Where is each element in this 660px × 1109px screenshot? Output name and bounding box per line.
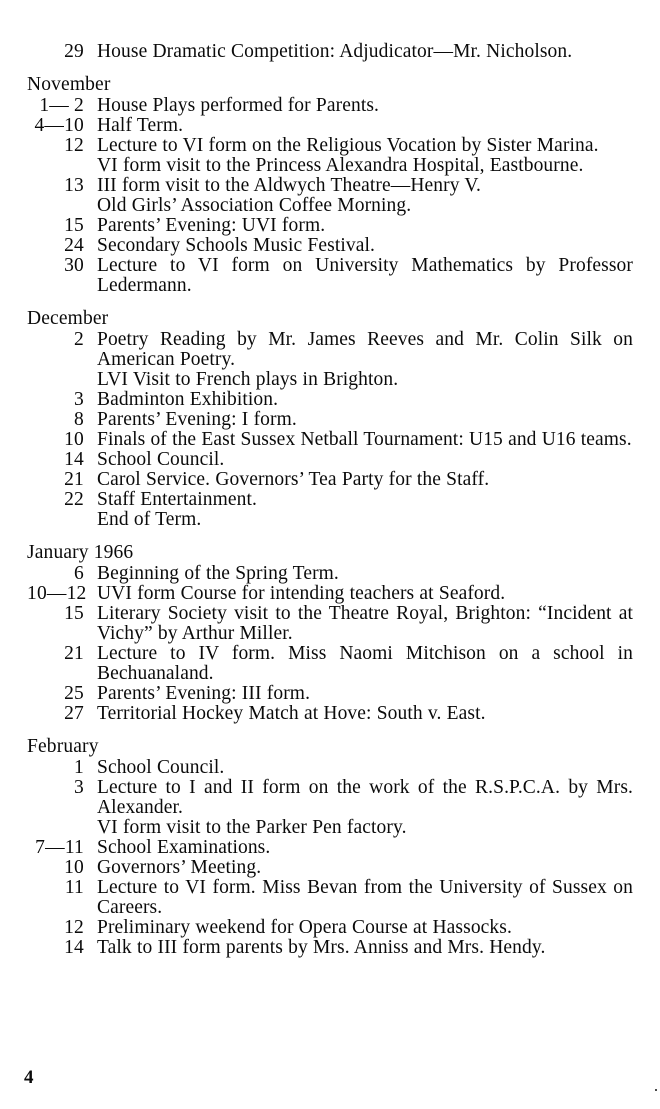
- calendar-entry: [27, 176, 633, 216]
- entry-text: Badminton Exhibition.: [97, 389, 279, 410]
- entry-date: 2: [74, 329, 84, 350]
- entry-date: 3: [74, 777, 84, 798]
- entry-text: III form visit to the Aldwych Theatre—Henry V.: [97, 175, 482, 196]
- entry-date: 30: [64, 255, 84, 276]
- entry-text-group: [97, 450, 633, 470]
- entry-text: House Plays performed for Parents.: [97, 95, 380, 116]
- entry-date: 6: [74, 563, 84, 584]
- calendar-entry: [27, 256, 633, 296]
- entry-date: 25: [64, 683, 84, 704]
- entry-text: Finals of the East Sussex Netball Tournament: U15 and U16 teams.: [97, 429, 632, 450]
- entry-text: Governors’ Meeting.: [97, 857, 262, 878]
- entry-text-group: [97, 838, 633, 858]
- entry-date: 21: [64, 469, 84, 490]
- entry-text-group: [97, 938, 633, 958]
- entry-text-group: [97, 410, 633, 430]
- entry-text: Talk to III form parents by Mrs. Anniss and Mrs. Hendy.: [97, 937, 546, 958]
- calendar-entry: [27, 758, 633, 778]
- entry-date: 10: [64, 857, 84, 878]
- entry-text: Carol Service. Governors’ Tea Party for the Staff.: [97, 469, 490, 490]
- entry-text: Poetry Reading by Mr. James Reeves and Mr. Colin Silk on American Poetry.: [97, 329, 633, 370]
- calendar-entry: [27, 216, 633, 236]
- entry-text: LVI Visit to French plays in Brighton.: [97, 369, 399, 390]
- entry-text: Lecture to VI form. Miss Bevan from the University of Sussex on Careers.: [97, 877, 633, 918]
- entry-text: Lecture to VI form on the Religious Vocation by Sister Marina.: [97, 135, 599, 156]
- entry-text-group: [97, 430, 633, 450]
- calendar-entry: [27, 410, 633, 430]
- entry-text: Parents’ Evening: I form.: [97, 409, 297, 430]
- month-heading: December: [27, 308, 109, 329]
- entry-text-group: [97, 778, 633, 838]
- calendar-entry: [27, 430, 633, 450]
- calendar-entry: [27, 116, 633, 136]
- calendar-entry: [27, 604, 633, 644]
- scan-speck: [655, 1089, 657, 1091]
- calendar-entry: [27, 644, 633, 684]
- entry-text: Lecture to I and II form on the work of the R.S.P.C.A. by Mrs. Alexander.: [97, 777, 633, 818]
- entry-text-group: [97, 604, 633, 644]
- entry-text: Beginning of the Spring Term.: [97, 563, 339, 584]
- entry-text-group: [97, 236, 633, 256]
- entry-text: UVI form Course for intending teachers at Seaford.: [97, 583, 506, 604]
- entry-date: 13: [64, 175, 84, 196]
- calendar-entry: [27, 838, 633, 858]
- entry-text-group: [97, 256, 633, 296]
- entry-text-group: [97, 584, 633, 604]
- entry-text: Preliminary weekend for Opera Course at Hassocks.: [97, 917, 512, 938]
- entry-text: Parents’ Evening: UVI form.: [97, 215, 326, 236]
- entry-date: 24: [64, 235, 84, 256]
- entry-text-group: [97, 390, 633, 410]
- entry-date: 29: [64, 41, 84, 62]
- entry-text: School Council.: [97, 449, 225, 470]
- entry-text: House Dramatic Competition: Adjudicator—Mr. Nicholson.: [97, 41, 573, 62]
- month-heading: January 1966: [27, 542, 134, 563]
- entry-text: Lecture to IV form. Miss Naomi Mitchison on a school in Bechuanaland.: [97, 643, 633, 684]
- entry-text: Old Girls’ Association Coffee Morning.: [97, 195, 412, 216]
- entry-date: 10: [64, 429, 84, 450]
- entry-text-group: [97, 96, 633, 116]
- entry-text: Literary Society visit to the Theatre Royal, Brighton: “Incident at Vichy” by Arthur Miller.: [97, 603, 633, 644]
- entry-text-group: [97, 490, 633, 530]
- calendar-entry: [27, 330, 633, 390]
- calendar-entry: [27, 584, 633, 604]
- entry-text: Parents’ Evening: III form.: [97, 683, 311, 704]
- entry-text: Territorial Hockey Match at Hove: South v. East.: [97, 703, 486, 724]
- calendar-entry: [27, 564, 633, 584]
- entry-date: 7—11: [35, 837, 84, 858]
- calendar-entry: [27, 684, 633, 704]
- entry-text-group: [97, 470, 633, 490]
- entry-text-group: [97, 42, 633, 62]
- calendar-entry: [27, 938, 633, 958]
- calendar-body: [27, 42, 633, 958]
- entry-text: VI form visit to the Princess Alexandra Hospital, Eastbourne.: [97, 155, 584, 176]
- entry-text: End of Term.: [97, 509, 202, 530]
- entry-text-group: [97, 176, 633, 216]
- calendar-entry: [27, 918, 633, 938]
- entry-text: Secondary Schools Music Festival.: [97, 235, 375, 256]
- page-number: 4: [24, 1067, 34, 1088]
- calendar-entry: [27, 42, 633, 62]
- entry-text-group: [97, 758, 633, 778]
- entry-date: 14: [64, 937, 84, 958]
- entry-text: School Examinations.: [97, 837, 271, 858]
- entry-date: 1— 2: [39, 95, 84, 116]
- entry-text-group: [97, 858, 633, 878]
- entry-date: 3: [74, 389, 84, 410]
- entry-text-group: [97, 136, 633, 176]
- entry-text-group: [97, 216, 633, 236]
- entry-text: School Council.: [97, 757, 225, 778]
- entry-text-group: [97, 564, 633, 584]
- entry-date: 12: [64, 917, 84, 938]
- entry-text-group: [97, 704, 633, 724]
- month-heading: February: [27, 736, 99, 757]
- entry-text: Lecture to VI form on University Mathematics by Professor Ledermann.: [97, 255, 633, 296]
- calendar-entry: [27, 778, 633, 838]
- calendar-entry: [27, 878, 633, 918]
- entry-date: 8: [74, 409, 84, 430]
- entry-text: Half Term.: [97, 115, 184, 136]
- calendar-entry: [27, 858, 633, 878]
- calendar-entry: [27, 704, 633, 724]
- entry-date: 12: [64, 135, 84, 156]
- entry-text-group: [97, 330, 633, 390]
- entry-date: 10—12: [27, 583, 87, 604]
- entry-date: 27: [64, 703, 84, 724]
- entry-date: 14: [64, 449, 84, 470]
- entry-date: 15: [64, 603, 84, 624]
- entry-date: 22: [64, 489, 84, 510]
- calendar-entry: [27, 470, 633, 490]
- calendar-entry: [27, 96, 633, 116]
- calendar-entry: [27, 236, 633, 256]
- entry-text-group: [97, 644, 633, 684]
- entry-date: 4—10: [34, 115, 84, 136]
- month-heading: November: [27, 74, 111, 95]
- entry-text-group: [97, 918, 633, 938]
- entry-date: 21: [64, 643, 84, 664]
- entry-date: 1: [74, 757, 84, 778]
- entry-text-group: [97, 116, 633, 136]
- calendar-entry: [27, 450, 633, 470]
- entry-text-group: [97, 684, 633, 704]
- entry-date: 11: [64, 877, 84, 898]
- entry-text: Staff Entertainment.: [97, 489, 257, 510]
- calendar-entry: [27, 490, 633, 530]
- calendar-entry: [27, 390, 633, 410]
- entry-date: 15: [64, 215, 84, 236]
- entry-text: VI form visit to the Parker Pen factory.: [97, 817, 407, 838]
- entry-text-group: [97, 878, 633, 918]
- calendar-entry: [27, 136, 633, 176]
